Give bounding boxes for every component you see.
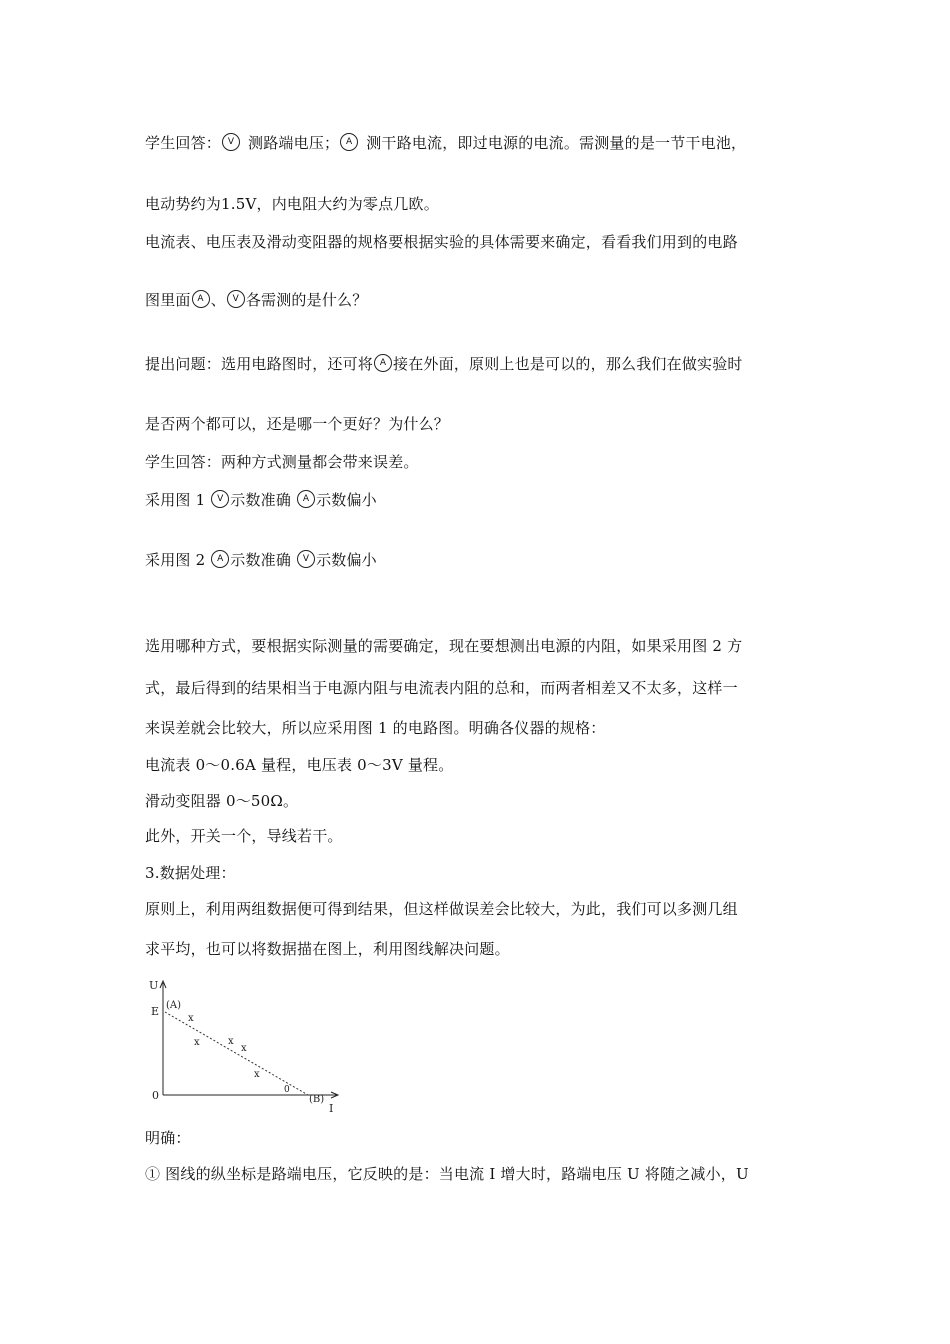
spec-pre: 图里面	[145, 291, 191, 309]
u-i-graph	[145, 975, 350, 1117]
answer-text-current: 测干路电流，即过电源的电流。需测量的是一节干电池，	[366, 134, 747, 152]
data-mark: x	[194, 1037, 200, 1048]
point-b-label: (B)	[309, 1094, 325, 1105]
spec-sep: 、	[210, 291, 226, 309]
data-mark: x	[241, 1043, 247, 1054]
answer-prefix: 学生回答：	[145, 134, 222, 152]
data-mark: 0	[284, 1085, 290, 1095]
spec-post: 各需测的是什么？	[245, 291, 368, 309]
ammeter-icon: A	[211, 550, 229, 568]
question-line-1	[145, 354, 743, 374]
u-axis-label: U	[149, 979, 159, 992]
data-mark: x	[254, 1069, 260, 1080]
fit-line	[165, 1012, 308, 1095]
instrument-ammeter-spec: 电流表 0～0.6A 量程，电压表 0～3V 量程。	[145, 756, 454, 774]
i-axis-label: I	[329, 1102, 334, 1115]
data-mark: x	[188, 1013, 194, 1024]
question-post: 接在外面，原则上也是可以的，那么我们在做实验时	[393, 355, 743, 373]
ammeter-icon: A	[340, 133, 358, 151]
figure-2-line	[145, 550, 377, 570]
instrument-rheostat-spec: 滑动变阻器 0～50Ω。	[145, 792, 299, 810]
figure-2-small: 示数偏小	[316, 551, 377, 569]
figure-1-small: 示数偏小	[316, 491, 377, 509]
figure-2-pre: 采用图 2	[145, 551, 211, 569]
voltmeter-icon: V	[227, 290, 245, 308]
voltmeter-icon: V	[211, 490, 229, 508]
instrument-misc: 此外，开关一个，导线若干。	[145, 827, 343, 845]
ammeter-icon: A	[297, 490, 315, 508]
answer-text-voltage: 测路端电压；	[248, 134, 340, 152]
origin-label: 0	[152, 1089, 159, 1102]
question-line-2: 是否两个都可以，还是哪一个更好？为什么？	[145, 415, 450, 433]
data-line-2: 求平均，也可以将数据描在图上，利用图线解决问题。	[145, 940, 510, 958]
clarify-line-1: ① 图线的纵坐标是路端电压，它反映的是：当电流 I 增大时，路端电压 U 将随之减小，U	[145, 1165, 749, 1183]
data-line-1: 原则上，利用两组数据便可得到结果，但这样做误差会比较大，为此，我们可以多测几组	[145, 900, 738, 918]
choice-line-1: 选用哪种方式，要根据实际测量的需要确定，现在要想测出电源的内阻，如果采用图 2 方	[145, 637, 743, 655]
student-answer-line: 学生回答：两种方式测量都会带来误差。	[145, 453, 419, 471]
figure-1-accurate: 示数准确	[230, 491, 297, 509]
choice-line-3: 来误差就会比较大，所以应采用图 1 的电路图。明确各仪器的规格：	[145, 719, 606, 737]
figure-1-pre: 采用图 1	[145, 491, 211, 509]
figure-1-line	[145, 490, 377, 510]
answer-line-2: 电动势约为1.5V，内电阻大约为零点几欧。	[145, 195, 439, 213]
ammeter-icon: A	[192, 290, 210, 308]
clarify-heading: 明确：	[145, 1129, 191, 1147]
spec-line-2	[145, 290, 367, 310]
question-pre: 提出问题：选用电路图时，还可将	[145, 355, 374, 373]
spec-line-1: 电流表、电压表及滑动变阻器的规格要根据实验的具体需要来确定，看看我们用到的电路	[145, 233, 738, 251]
figure-2-accurate: 示数准确	[230, 551, 297, 569]
point-a-label: (A)	[166, 1000, 182, 1011]
choice-line-2: 式，最后得到的结果相当于电源内阻与电流表内阻的总和，而两者相差又不太多，这样一	[145, 679, 738, 697]
data-mark: x	[228, 1036, 234, 1047]
section-heading-data: 3.数据处理：	[145, 864, 236, 882]
ammeter-icon: A	[374, 354, 392, 372]
voltmeter-icon: V	[222, 133, 240, 151]
e-label: E	[151, 1005, 160, 1018]
answer-line-1	[145, 133, 746, 153]
voltmeter-icon: V	[297, 550, 315, 568]
